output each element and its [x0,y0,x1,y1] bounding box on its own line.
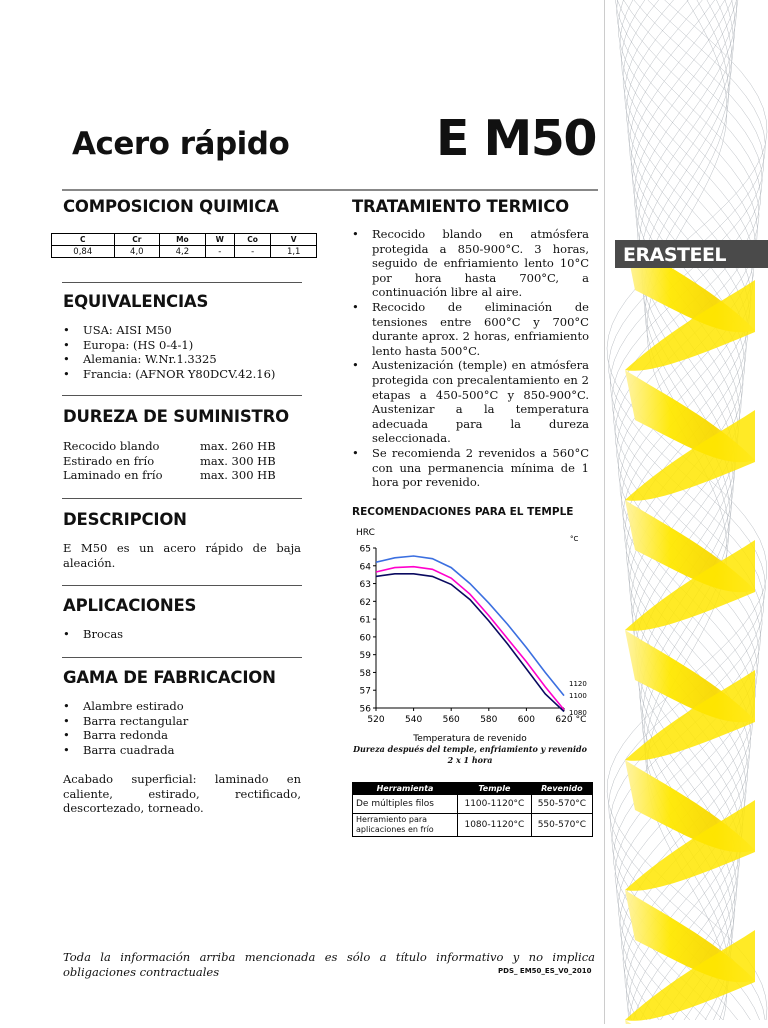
dureza-row [63,454,303,469]
x-axis-label: Temperatura de revenido [413,734,527,744]
composition-value-cell: 1,1 [271,246,317,258]
composition-value-row [52,246,317,258]
list-item: • Recocido de eliminación de tensiones entre 600°C y 700°C durante aprox. 2 horas, enfriamiento lento hasta 500°C. [352,300,589,358]
composition-value-cell: 0,84 [52,246,115,258]
y-axis-label: HRC [356,528,375,538]
y-tick-label: 61 [359,615,371,626]
list-item: • Barra redonda [63,728,303,743]
composition-header-cell: Co [234,234,271,246]
list-item: • USA: AISI M50 [63,323,303,338]
y-tick-label: 65 [359,544,371,555]
dureza-value: max. 260 HB [200,439,276,453]
section-rule [62,282,302,283]
list-item: • Austenización (temple) en atmósfera protegida con precalentamiento en 2 etapas a 450-500°C y 850-900°C. Austenizar a la temperatura adecuada para la dureza seleccionada. [352,358,589,446]
equivalencias-list [63,323,303,381]
section-heading-equivalencias: EQUIVALENCIAS [63,292,209,311]
dureza-row [63,468,303,483]
y-tick-label: 58 [359,668,371,679]
tempering-chart [340,522,600,754]
aplicaciones-list [63,627,303,642]
footer-disclaimer: Toda la información arriba mencionada es sólo a título informativo y no implica obligaciones contractuales [63,950,595,979]
composition-value-cell: 4,0 [114,246,160,258]
dureza-key: Estirado en frío [63,453,155,468]
x-axis-unit: °C [575,715,587,725]
composition-value-cell: 4,2 [160,246,206,258]
table-cell: 550-570°C [531,795,592,814]
twisted-ribbon-graphic [605,0,768,1024]
x-tick-label: 600 [517,715,535,725]
x-axis-unit-top: °C [570,535,579,543]
gama-list [63,699,303,757]
section-heading-descripcion: DESCRIPCION [63,510,187,529]
acabado-text: Acabado superficial: laminado en caliente, estirado, rectificado, descortezado, torneado. [63,772,301,816]
list-item: • Recocido blando en atmósfera protegida a 850-900°C. 3 horas, seguido de enfriamiento lento 10°C por hora hasta 700°C, a continuación libre al aire. [352,227,589,300]
list-item: • Alemania: W.Nr.1.3325 [63,352,303,367]
table-row [353,814,593,837]
table-cell: 1080-1120°C [458,814,532,837]
section-heading-recomendaciones: RECOMENDACIONES PARA EL TEMPLE [352,506,574,518]
header-rule [62,189,598,191]
section-heading-composicion: COMPOSICION QUIMICA [63,197,279,216]
chart-caption [340,744,600,766]
descripcion-text: E M50 es un acero rápido de baja aleación. [63,541,301,570]
composition-header-cell: Cr [114,234,160,246]
herramienta-header-cell: Revenido [531,783,592,795]
composition-header-cell: Mo [160,234,206,246]
table-cell: 1100-1120°C [458,795,532,814]
y-tick-label: 60 [359,633,371,644]
page-title: Acero rápido [72,126,290,162]
composition-header-cell: V [271,234,317,246]
x-tick-label: 560 [442,715,460,725]
composition-value-cell: - [205,246,234,258]
series-line-1100 [376,567,564,710]
section-heading-aplicaciones: APLICACIONES [63,596,197,615]
decorative-sidebar [604,0,768,1024]
section-rule [62,585,302,586]
list-item: • Alambre estirado [63,699,303,714]
composition-table [51,233,317,258]
dureza-key: Laminado en frío [63,468,163,483]
table-cell: 550-570°C [531,814,592,837]
brand-logo: ERASTEEL [623,244,727,266]
herramienta-table [352,782,593,837]
section-rule [62,657,302,658]
dureza-row [63,439,303,454]
grade-title: E M50 [436,110,596,167]
x-tick-label: 520 [367,715,385,725]
herramienta-header-cell: Temple [458,783,532,795]
list-item: • Se recomienda 2 revenidos a 560°C con una permanencia mínima de 1 hora por revenido. [352,446,589,490]
y-tick-label: 62 [359,597,371,608]
list-item: • Europa: (HS 0-4-1) [63,338,303,353]
dureza-value: max. 300 HB [200,453,276,468]
series-label: 1120 [569,680,587,688]
dureza-key: Recocido blando [63,439,160,453]
chart-caption-line: 2 x 1 hora [447,755,493,765]
list-item: • Francia: (AFNOR Y80DCV.42.16) [63,367,303,382]
section-heading-gama: GAMA DE FABRICACION [63,668,276,687]
dureza-list [63,439,303,483]
list-item: • Barra rectangular [63,714,303,729]
footer-code: PDS_ EM50_ES_V0_2010 [498,967,592,975]
table-cell: De múltiples filos [353,795,458,814]
series-label: 1080 [569,709,587,717]
table-cell: Herramiento para aplicaciones en frío [353,814,458,837]
section-rule [62,498,302,499]
section-rule [62,395,302,396]
y-tick-label: 63 [359,580,371,591]
x-tick-label: 620 [555,715,573,725]
composition-value-cell: - [234,246,271,258]
dureza-value: max. 300 HB [200,468,276,483]
series-label: 1100 [569,692,587,700]
list-item: • Barra cuadrada [63,743,303,758]
section-heading-tratamiento: TRATAMIENTO TERMICO [352,197,569,216]
y-tick-label: 56 [359,704,371,715]
y-tick-label: 57 [359,686,371,697]
y-tick-label: 64 [359,562,371,573]
y-tick-label: 59 [359,651,371,662]
composition-header-cell: W [205,234,234,246]
list-item: • Brocas [63,627,303,642]
composition-header-row [52,234,317,246]
composition-header-cell: C [52,234,115,246]
table-row [353,795,593,814]
section-heading-dureza: DUREZA DE SUMINISTRO [63,407,289,426]
chart-caption-line: Dureza después del temple, enfriamiento y revenido [353,744,587,754]
herramienta-header-cell: Herramienta [353,783,458,795]
x-tick-label: 580 [480,715,498,725]
herramienta-header-row [353,783,593,795]
x-tick-label: 540 [405,715,423,725]
tratamiento-list [352,227,589,490]
